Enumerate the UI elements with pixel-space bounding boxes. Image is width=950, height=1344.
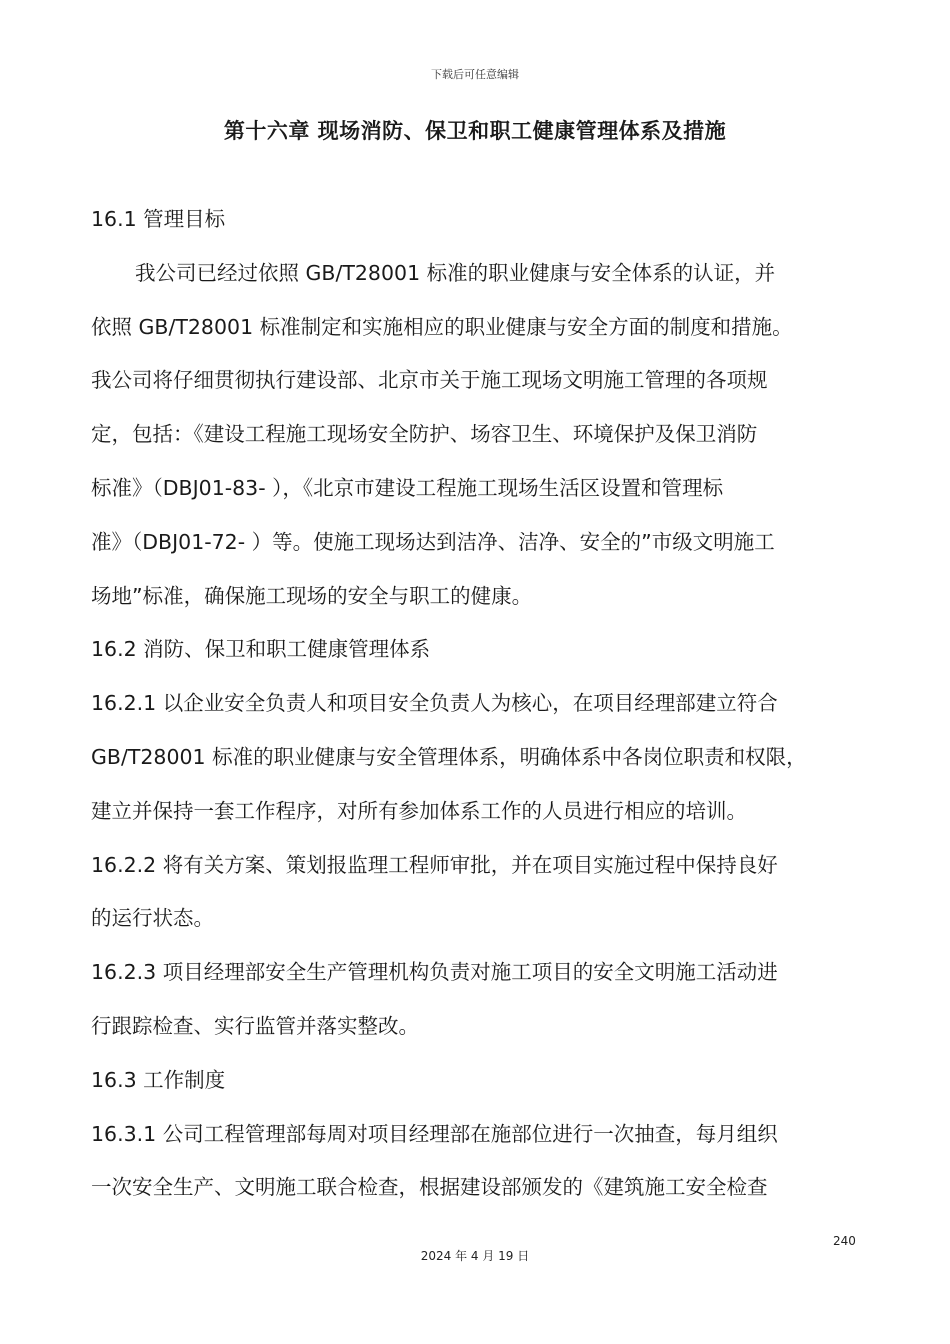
footer-date: 2024 年 4 月 19 日 — [420, 1249, 530, 1263]
section-heading-16-3: 16.3 工作制度 — [91, 1067, 226, 1092]
paragraph-line: 场地”标准，确保施工现场的安全与职工的健康。 — [91, 583, 533, 608]
chapter-title: 第十六章 现场消防、保卫和职工健康管理体系及措施 — [223, 119, 727, 143]
paragraph-line: 16.2.1 以企业安全负责人和项目安全负责人为核心，在项目经理部建立符合 — [91, 691, 778, 716]
document-body — [91, 193, 871, 1215]
paragraph-line: 我公司已经过依照 GB/T28001 标准的职业健康与安全体系的认证，并 — [135, 260, 776, 285]
paragraph-line: 的运行状态。 — [91, 906, 214, 931]
paragraph-line: 一次安全生产、文明施工联合检查，根据建设部颁发的《建筑施工安全检查 — [91, 1175, 768, 1200]
paragraph-line: 定，包括：《建设工程施工现场安全防护、场容卫生、环境保护及保卫消防 — [91, 422, 758, 447]
paragraph-line: 16.2.3 项目经理部安全生产管理机构负责对施工项目的安全文明施工活动进 — [91, 960, 778, 985]
paragraph-line: 建立并保持一套工作程序，对所有参加体系工作的人员进行相应的培训。 — [91, 798, 747, 823]
paragraph-line: 依照 GB/T28001 标准制定和实施相应的职业健康与安全方面的制度和措施。 — [91, 314, 793, 339]
page-number: 240 — [833, 1234, 856, 1248]
paragraph-line: 16.3.1 公司工程管理部每周对项目经理部在施部位进行一次抽查，每月组织 — [91, 1121, 778, 1146]
paragraph-line: 我公司将仔细贯彻执行建设部、北京市关于施工现场文明施工管理的各项规 — [91, 368, 768, 393]
section-heading-16-1: 16.1 管理目标 — [91, 207, 226, 231]
paragraph-line: GB/T28001 标准的职业健康与安全管理体系，明确体系中各岗位职责和权限， — [91, 744, 807, 769]
header-note: 下载后可任意编辑 — [431, 68, 519, 81]
section-heading-16-2: 16.2 消防、保卫和职工健康管理体系 — [91, 637, 431, 662]
paragraph-line: 行跟踪检查、实行监管并落实整改。 — [91, 1013, 419, 1038]
paragraph-line: 准》（DBJ01-72- ）等。使施工现场达到洁净、洁净、安全的”市级文明施工 — [91, 529, 775, 554]
paragraph-line: 标准》（DBJ01-83- ），《北京市建设工程施工现场生活区设置和管理标 — [91, 475, 724, 500]
paragraph-line: 16.2.2 将有关方案、策划报监理工程师审批，并在项目实施过程中保持良好 — [91, 852, 778, 877]
